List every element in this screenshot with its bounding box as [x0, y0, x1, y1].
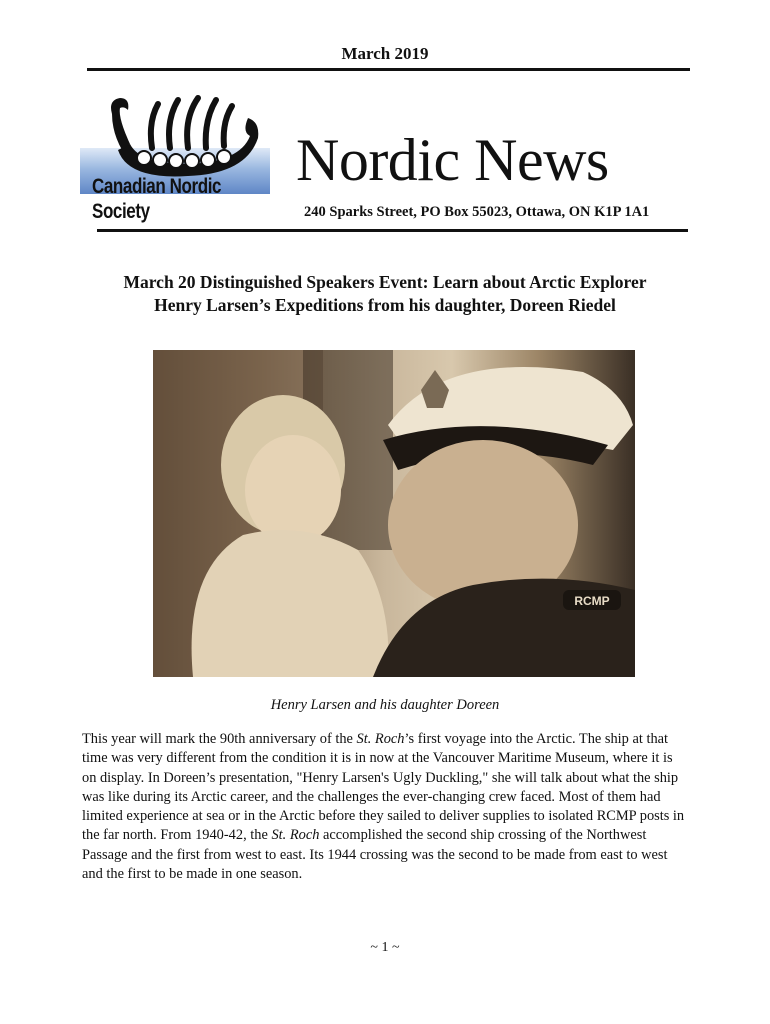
- top-rule: [87, 68, 690, 71]
- society-logo: [80, 92, 270, 223]
- masthead-rule: [97, 229, 688, 232]
- body-text-run: accomplished the second ship crossing of the Northwest Passage and the first from west to east. Its 1944 crossing was the second to be made from east to west and the first to be made in one season.: [82, 827, 668, 883]
- article-body: [82, 730, 688, 884]
- ship-name-italic: St. Roch: [356, 731, 405, 747]
- headline-line-1: March 20 Distinguished Speakers Event: Learn about Arctic Explorer: [123, 272, 647, 292]
- masthead-title: Nordic News: [296, 127, 609, 193]
- photo-caption: Henry Larsen and his daughter Doreen: [270, 697, 500, 713]
- viking-ship-icon: [108, 92, 268, 184]
- article-photo: [153, 350, 635, 677]
- rcmp-badge-text: RCMP: [574, 594, 610, 608]
- body-text-run: ’s first voyage into the Arctic. The ship at that time was very different from the condition it is in now at the Vancouver Maritime Museum, where it is on display. In Doreen’s presentation, "Henry Larsen's Ugly Duckling," she will talk about what the ship was like during its Arctic career, and the challenges the ever-changing crew faced. Most of them had limited experience at sea or in the Arctic before they sailed to deliver supplies to isolated RCMP posts in the far north. From 1940-42, the: [82, 731, 685, 844]
- page-number: ~ 1 ~: [370, 940, 400, 955]
- article-headline: [60, 271, 710, 317]
- body-text-run: This year will mark the 90th anniversary of the: [82, 731, 357, 747]
- headline-line-2: Henry Larsen’s Expeditions from his daughter, Doreen Riedel: [154, 295, 616, 315]
- ship-name-italic: St. Roch: [271, 827, 320, 844]
- society-address: 240 Sparks Street, PO Box 55023, Ottawa, ON K1P 1A1: [304, 204, 650, 220]
- page-date: March 2019: [341, 44, 429, 63]
- society-name: Canadian Nordic Society: [92, 174, 222, 223]
